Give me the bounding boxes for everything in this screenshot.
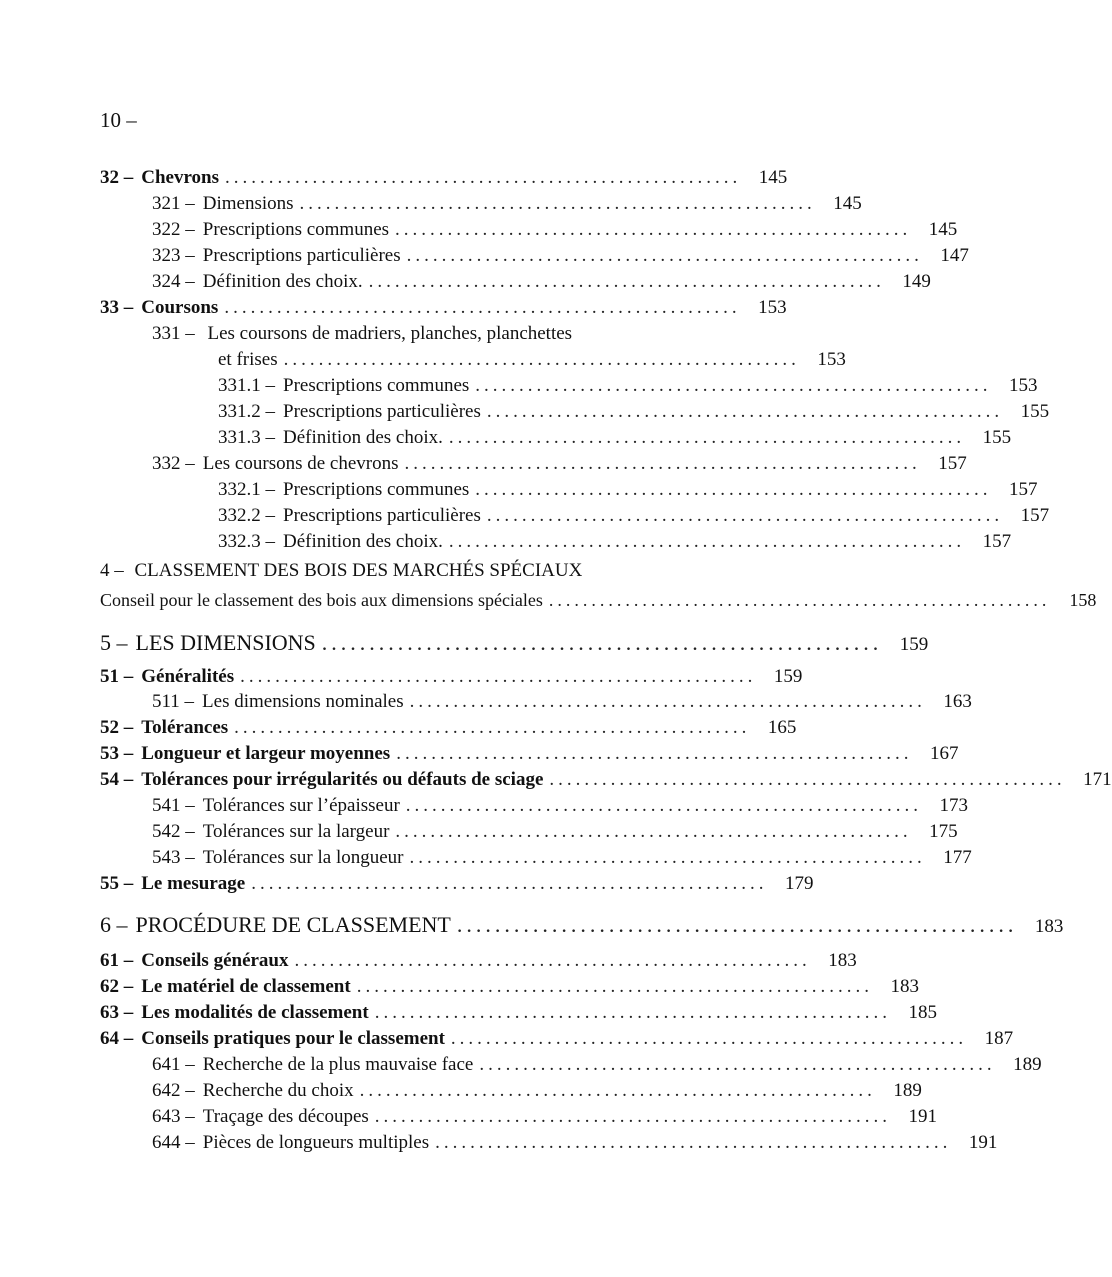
entry-page: 159 [773, 666, 803, 687]
entry-title: Prescriptions particulières [283, 401, 481, 422]
entry-page: 163 [943, 691, 972, 712]
dot-leader: ........................................................... [549, 769, 1066, 790]
entry-number: 331.3 – [218, 427, 275, 448]
entry-title: Prescriptions particulières [283, 505, 481, 526]
dot-leader: ........................................................... [479, 1054, 996, 1075]
entry-title: Tolérances sur l’épaisseur [202, 795, 400, 816]
dot-leader: ........................................................... [404, 453, 921, 474]
toc-entry [100, 1028, 1014, 1050]
entry-title: Définition des choix. [202, 271, 363, 292]
toc-entry [100, 873, 814, 895]
entry-number: 53 – [100, 743, 134, 764]
toc-entry [218, 427, 1012, 449]
entry-title: Pièces de longueurs multiples [202, 1132, 430, 1153]
entry-number: 55 – [100, 873, 134, 894]
entry-page: 183 [1034, 916, 1064, 937]
entry-number: 321 – [152, 193, 195, 214]
entry-title: Tolérances sur la longueur [202, 847, 404, 868]
entry-title: Définition des choix. [283, 531, 443, 552]
toc-entry [100, 717, 797, 739]
dot-leader: ........................................................... [396, 743, 913, 764]
entry-number: 54 – [100, 769, 134, 790]
entry-title: Le mesurage [141, 873, 246, 894]
entry-title: Définition des choix. [283, 427, 443, 448]
toc-entry [152, 1132, 998, 1154]
entry-page: 158 [1069, 590, 1097, 610]
dot-leader: ........................................................... [225, 167, 742, 188]
dot-leader: ........................................................... [234, 717, 751, 738]
entry-number: 332.2 – [218, 505, 275, 526]
entry-page: 153 [1009, 375, 1038, 396]
entry-page: 171 [1083, 769, 1112, 790]
dot-leader: ........................................................... [359, 1080, 876, 1101]
toc-entry [152, 1106, 938, 1128]
dot-leader: ........................................................... [450, 1028, 968, 1049]
entry-page: 153 [817, 349, 846, 370]
dot-leader: ........................................................... [395, 821, 912, 842]
toc-entry [100, 950, 857, 972]
dot-leader: ........................................................... [435, 1132, 952, 1153]
entry-number: 511 – [152, 691, 195, 712]
dot-leader: ........................................................... [448, 531, 966, 552]
entry-title: Le matériel de classement [141, 976, 351, 997]
entry-number: 32 – [100, 167, 134, 188]
entry-page: 159 [899, 634, 929, 655]
entry-title: Longueur et largeur moyennes [141, 743, 391, 764]
entry-title: Les coursons de chevrons [202, 453, 399, 474]
entry-title: Tolérances [141, 717, 229, 738]
dot-leader: ........................................................... [299, 193, 816, 214]
entry-title: CLASSEMENT DES BOIS DES MARCHÉS SPÉCIAUX [134, 560, 583, 581]
entry-title: Tolérances sur la largeur [202, 821, 390, 842]
dot-leader: ........................................................... [409, 691, 926, 712]
toc-entry [152, 219, 958, 241]
entry-number: 644 – [152, 1132, 195, 1153]
entry-page: 189 [1013, 1054, 1042, 1075]
entry-title: Traçage des découpes [202, 1106, 369, 1127]
entry-number: 5 – [100, 630, 128, 655]
entry-number: 322 – [152, 219, 195, 240]
dot-leader: ........................................................... [294, 950, 811, 971]
entry-number: 61 – [100, 950, 134, 971]
toc-entry [152, 847, 972, 869]
toc-entry [100, 743, 959, 765]
entry-title: Prescriptions communes [283, 479, 470, 500]
entry-number: 63 – [100, 1002, 134, 1023]
toc-entry [100, 976, 919, 998]
toc-entry [152, 1054, 1042, 1076]
entry-title: et frises [218, 349, 278, 370]
entry-number: 543 – [152, 847, 195, 868]
toc-entry [100, 1002, 937, 1024]
entry-title: Recherche du choix [202, 1080, 354, 1101]
toc-entry [218, 505, 1050, 527]
entry-title: LES DIMENSIONS [135, 630, 316, 655]
toc-entry [218, 401, 1050, 423]
entry-number: 52 – [100, 717, 134, 738]
entry-page: 185 [908, 1002, 937, 1023]
toc-entry [100, 666, 803, 688]
dot-leader: ........................................................... [224, 297, 741, 318]
entry-number: 323 – [152, 245, 195, 266]
entry-page: 189 [893, 1080, 922, 1101]
toc-entry [152, 245, 969, 267]
dot-leader: ........................................................... [475, 479, 992, 500]
dot-leader: ........................................................... [395, 219, 912, 240]
entry-title: Conseils généraux [141, 950, 289, 971]
entry-title: Chevrons [141, 167, 220, 188]
toc-entry [152, 453, 967, 475]
dot-leader: ........................................................... [448, 427, 966, 448]
dot-leader: ........................................................... [456, 912, 1018, 937]
entry-page: 183 [890, 976, 919, 997]
entry-number: 51 – [100, 666, 134, 687]
entry-page: 149 [902, 271, 931, 292]
entry-title: Prescriptions particulières [202, 245, 401, 266]
entry-number: 332 – [152, 453, 195, 474]
entry-page: 155 [982, 427, 1012, 448]
dot-leader: ........................................................... [240, 666, 757, 687]
toc-entry [218, 349, 846, 371]
toc-entry [100, 167, 788, 189]
entry-title: Généralités [141, 666, 235, 687]
toc-entry [100, 769, 1112, 791]
entry-number: 4 – [100, 560, 124, 581]
entry-number: 643 – [152, 1106, 195, 1127]
toc-entry [152, 193, 862, 215]
dot-leader: ........................................................... [486, 401, 1004, 422]
entry-number: 324 – [152, 271, 195, 292]
toc-chapter-heading [100, 630, 929, 656]
dot-leader: ........................................................... [251, 873, 768, 894]
entry-title: Prescriptions communes [202, 219, 390, 240]
entry-page: 173 [939, 795, 969, 816]
entry-title: Les coursons de madriers, planches, planchettes [207, 323, 573, 344]
entry-number: 331.1 – [218, 375, 275, 396]
dot-leader: ........................................................... [548, 590, 1051, 610]
toc-entry [100, 297, 787, 319]
entry-page: 187 [984, 1028, 1014, 1049]
toc-entry [152, 323, 572, 345]
dot-leader: ........................................................... [356, 976, 873, 997]
entry-number: 542 – [152, 821, 195, 842]
toc-entry [152, 271, 931, 293]
entry-number: 6 – [100, 912, 128, 937]
toc-chapter-heading [100, 560, 582, 582]
entry-title: Recherche de la plus mauvaise face [202, 1054, 474, 1075]
dot-leader: ........................................................... [374, 1106, 892, 1127]
entry-page: 157 [938, 453, 967, 474]
entry-page: 191 [968, 1132, 998, 1153]
entry-page: 191 [908, 1106, 938, 1127]
toc-chapter-heading [100, 912, 1064, 938]
entry-number: 642 – [152, 1080, 195, 1101]
dot-leader: ........................................................... [486, 505, 1004, 526]
dot-leader: ........................................................... [405, 795, 923, 816]
toc-entry [218, 375, 1038, 397]
entry-page: 167 [929, 743, 959, 764]
entry-page: 147 [940, 245, 969, 266]
entry-title: Conseil pour le classement des bois aux dimensions spéciales [100, 590, 543, 610]
entry-page: 177 [943, 847, 972, 868]
entry-page: 145 [758, 167, 788, 188]
entry-title: Tolérances pour irrégularités ou défauts de sciage [141, 769, 544, 790]
page-number: 10 – [100, 108, 137, 132]
dot-leader: ........................................................... [368, 271, 885, 292]
entry-title: Les modalités de classement [141, 1002, 369, 1023]
entry-number: 331 – [152, 323, 195, 344]
toc-entry [152, 691, 972, 713]
dot-leader: ........................................................... [409, 847, 926, 868]
entry-page: 153 [758, 297, 787, 318]
entry-title: Les dimensions nominales [202, 691, 404, 712]
entry-page: 157 [1009, 479, 1038, 500]
entry-page: 183 [828, 950, 857, 971]
dot-leader: ........................................................... [475, 375, 992, 396]
entry-page: 179 [784, 873, 814, 894]
entry-number: 541 – [152, 795, 195, 816]
entry-title: PROCÉDURE DE CLASSEMENT [135, 912, 451, 937]
entry-number: 62 – [100, 976, 134, 997]
toc-entry [218, 479, 1038, 501]
toc-entry [152, 821, 958, 843]
entry-page: 155 [1020, 401, 1050, 422]
entry-page: 157 [982, 531, 1012, 552]
toc-entry [152, 795, 969, 817]
dot-leader: ........................................................... [321, 630, 883, 655]
entry-title: Prescriptions communes [283, 375, 470, 396]
entry-number: 33 – [100, 297, 134, 318]
entry-page: 145 [833, 193, 862, 214]
entry-title: Conseils pratiques pour le classement [141, 1028, 445, 1049]
entry-number: 332.1 – [218, 479, 275, 500]
entry-page: 175 [929, 821, 958, 842]
entry-page: 157 [1020, 505, 1050, 526]
entry-title: Coursons [141, 297, 219, 318]
toc-entry [152, 1080, 922, 1102]
entry-page: 145 [928, 219, 958, 240]
dot-leader: ........................................................... [406, 245, 923, 266]
entry-number: 331.2 – [218, 401, 275, 422]
entry-title: Dimensions [202, 193, 294, 214]
entry-page: 165 [767, 717, 797, 738]
dot-leader: ........................................................... [283, 349, 800, 370]
dot-leader: ........................................................... [374, 1002, 891, 1023]
entry-number: 64 – [100, 1028, 134, 1049]
entry-number: 332.3 – [218, 531, 275, 552]
toc-entry [218, 531, 1012, 553]
toc-entry [100, 590, 1097, 611]
entry-number: 641 – [152, 1054, 195, 1075]
